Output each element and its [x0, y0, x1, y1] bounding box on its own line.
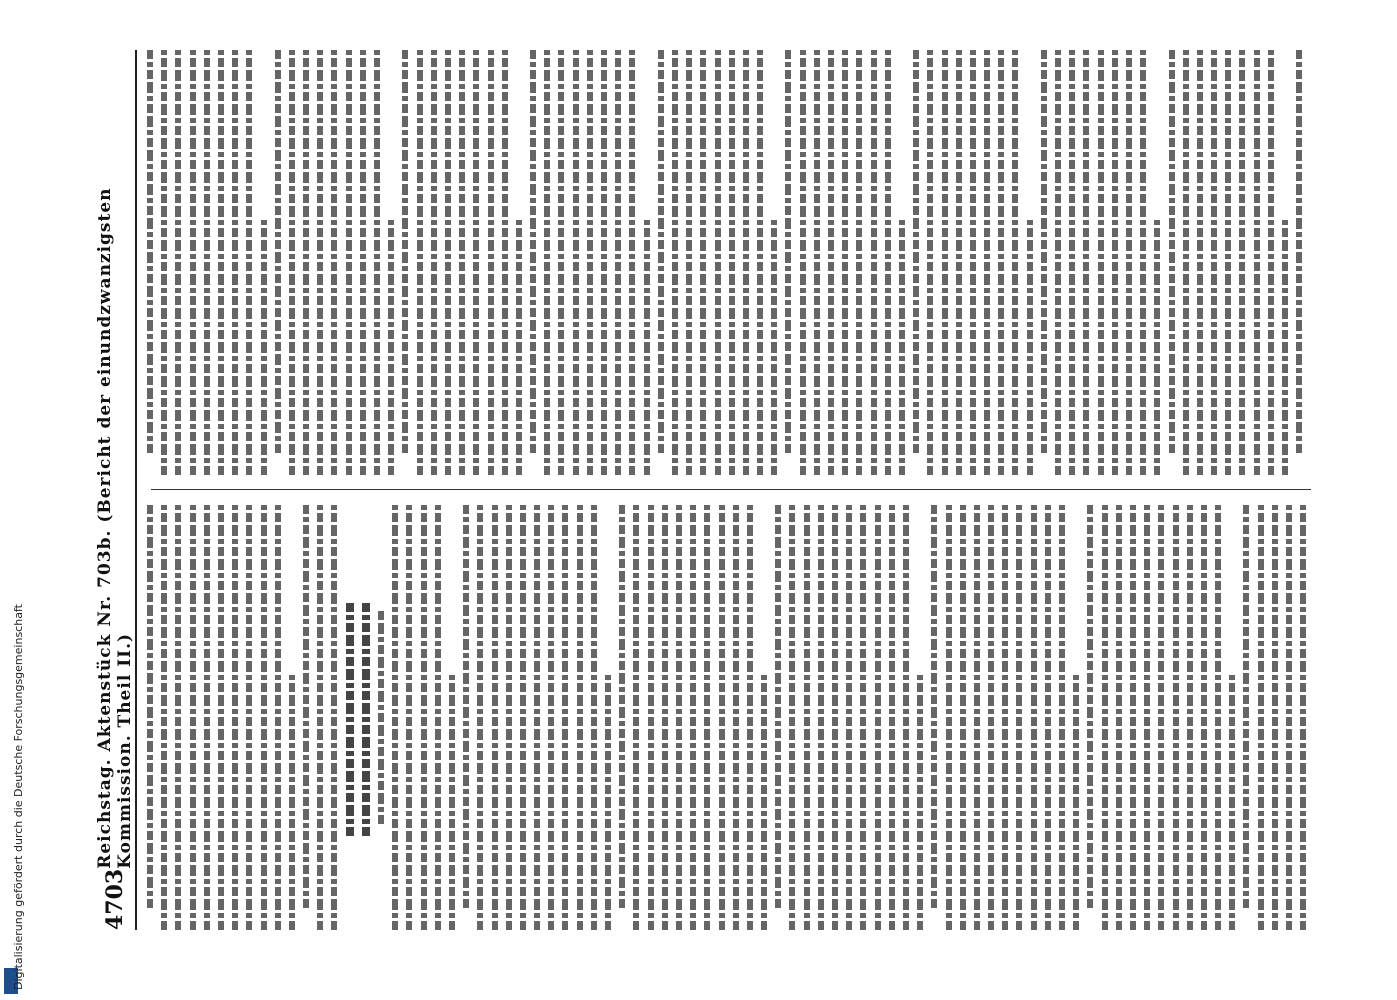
- text-line: [1173, 505, 1179, 930]
- text-line: [392, 505, 398, 930]
- text-line: [362, 603, 370, 837]
- text-line: [988, 505, 994, 930]
- text-line: [690, 505, 696, 930]
- text-line: [161, 50, 167, 475]
- text-line: [974, 505, 980, 930]
- text-line: [488, 50, 494, 475]
- text-line: [960, 505, 966, 930]
- text-line: [261, 220, 267, 475]
- text-line: [885, 50, 891, 475]
- text-line: [548, 505, 554, 930]
- text-line: [1169, 50, 1175, 453]
- text-line: [846, 505, 852, 930]
- text-line: [378, 611, 384, 824]
- text-line: [1041, 50, 1047, 453]
- text-line: [842, 50, 848, 475]
- text-line: [1215, 505, 1221, 930]
- text-line: [463, 505, 469, 908]
- text-line: [917, 675, 923, 930]
- text-line: [492, 505, 498, 930]
- page-title: Reichstag. Aktenstück Nr. 703b. (Bericht der einundzwanzigsten Kommission. Theil II.): [95, 187, 135, 869]
- text-line: [190, 50, 196, 475]
- page-number: 4703: [102, 868, 128, 930]
- text-line: [601, 50, 607, 475]
- column-divider: [151, 490, 1311, 491]
- text-line: [970, 50, 976, 475]
- text-line: [700, 50, 706, 475]
- text-line: [1069, 50, 1075, 475]
- text-line: [676, 505, 682, 930]
- text-line: [1300, 505, 1306, 930]
- text-line: [1059, 505, 1065, 930]
- text-line: [346, 603, 354, 837]
- text-line: [417, 50, 423, 475]
- text-line: [946, 505, 952, 930]
- text-line: [562, 505, 568, 930]
- text-line: [289, 675, 295, 930]
- text-line: [1002, 505, 1008, 930]
- text-line: [733, 505, 739, 930]
- text-line: [1130, 505, 1136, 930]
- text-line: [175, 50, 181, 475]
- right-column: [147, 50, 1317, 475]
- credit-text: Digitalisierung gefördert durch die Deutsche Forschungsgemeinschaft: [12, 604, 25, 990]
- text-line: [1144, 505, 1150, 930]
- text-line: [818, 505, 824, 930]
- text-line: [899, 220, 905, 475]
- page-header: [95, 50, 137, 930]
- text-line: [743, 50, 749, 475]
- text-line: [331, 50, 337, 475]
- text-line: [1012, 50, 1018, 475]
- text-line: [1102, 505, 1108, 930]
- text-line: [704, 505, 710, 930]
- text-line: [232, 50, 238, 475]
- text-line: [984, 50, 990, 475]
- left-column: [147, 505, 1317, 930]
- text-line: [1140, 50, 1146, 475]
- text-line: [516, 220, 522, 475]
- text-line: [1116, 505, 1122, 930]
- text-line: [261, 505, 267, 930]
- text-line: [644, 220, 650, 475]
- text-line: [633, 505, 639, 930]
- text-line: [903, 505, 909, 930]
- text-line: [629, 50, 635, 475]
- text-line: [459, 50, 465, 475]
- text-line: [761, 675, 767, 930]
- text-line: [445, 50, 451, 475]
- text-line: [875, 505, 881, 930]
- text-line: [715, 50, 721, 475]
- text-line: [1197, 50, 1203, 475]
- text-line: [246, 505, 252, 930]
- text-line: [530, 50, 536, 453]
- text-line: [686, 50, 692, 475]
- text-line: [161, 505, 167, 930]
- text-line: [317, 505, 323, 930]
- text-line: [449, 675, 455, 930]
- text-line: [757, 50, 763, 475]
- text-line: [147, 505, 153, 908]
- text-line: [520, 505, 526, 930]
- text-line: [1154, 220, 1160, 475]
- text-line: [1083, 50, 1089, 475]
- text-line: [1211, 50, 1217, 475]
- text-line: [871, 50, 877, 475]
- text-line: [1272, 505, 1278, 930]
- text-line: [1183, 50, 1189, 475]
- text-line: [856, 50, 862, 475]
- text-line: [615, 50, 621, 475]
- text-line: [1243, 505, 1249, 908]
- text-line: [502, 50, 508, 475]
- text-line: [800, 50, 806, 475]
- text-line: [1112, 50, 1118, 475]
- text-line: [619, 505, 625, 908]
- text-line: [648, 505, 654, 930]
- text-line: [775, 505, 781, 908]
- text-line: [1201, 505, 1207, 930]
- text-line: [1073, 675, 1079, 930]
- text-line: [587, 50, 593, 475]
- text-line: [406, 505, 412, 930]
- text-line: [942, 50, 948, 475]
- text-line: [346, 50, 352, 475]
- text-line: [771, 220, 777, 475]
- text-line: [558, 50, 564, 475]
- text-line: [331, 505, 337, 930]
- text-line: [431, 50, 437, 475]
- text-line: [218, 50, 224, 475]
- text-line: [473, 50, 479, 475]
- text-line: [1045, 505, 1051, 930]
- text-line: [889, 505, 895, 930]
- text-line: [289, 50, 295, 475]
- text-line: [605, 675, 611, 930]
- text-line: [1016, 505, 1022, 930]
- text-line: [658, 50, 664, 453]
- text-line: [317, 50, 323, 475]
- digitization-credit: [0, 0, 24, 1000]
- text-line: [789, 505, 795, 930]
- text-line: [1098, 50, 1104, 475]
- page-frame: [95, 50, 1320, 930]
- text-line: [1254, 50, 1260, 475]
- text-line: [814, 50, 820, 475]
- text-line: [477, 505, 483, 930]
- text-line: [190, 505, 196, 930]
- text-columns: [147, 50, 1317, 930]
- text-line: [747, 505, 753, 930]
- text-line: [374, 50, 380, 475]
- text-line: [828, 50, 834, 475]
- text-line: [360, 50, 366, 475]
- text-line: [1225, 50, 1231, 475]
- text-line: [544, 50, 550, 475]
- text-line: [303, 505, 309, 908]
- text-line: [1258, 505, 1264, 930]
- text-line: [1031, 505, 1037, 930]
- text-line: [435, 505, 441, 930]
- text-line: [388, 220, 394, 475]
- text-line: [1087, 505, 1093, 908]
- text-line: [1027, 220, 1033, 475]
- text-line: [534, 505, 540, 930]
- text-line: [147, 50, 153, 453]
- text-line: [204, 505, 210, 930]
- text-line: [804, 505, 810, 930]
- text-line: [1229, 675, 1235, 930]
- text-line: [275, 50, 281, 453]
- text-line: [1296, 50, 1302, 453]
- text-line: [591, 505, 597, 930]
- text-line: [1055, 50, 1061, 475]
- text-line: [577, 505, 583, 930]
- text-line: [246, 50, 252, 475]
- text-line: [1126, 50, 1132, 475]
- text-line: [832, 505, 838, 930]
- text-line: [232, 505, 238, 930]
- text-line: [402, 50, 408, 453]
- text-line: [860, 505, 866, 930]
- text-line: [1268, 50, 1274, 475]
- text-line: [662, 505, 668, 930]
- text-line: [729, 50, 735, 475]
- text-line: [1286, 505, 1292, 930]
- text-line: [1187, 505, 1193, 930]
- text-line: [1282, 220, 1288, 475]
- text-line: [913, 50, 919, 453]
- text-line: [998, 50, 1004, 475]
- text-line: [421, 505, 427, 930]
- rotated-document-page: [95, 50, 1320, 930]
- text-line: [218, 505, 224, 930]
- text-line: [275, 505, 281, 930]
- text-line: [719, 505, 725, 930]
- text-line: [506, 505, 512, 930]
- text-line: [303, 50, 309, 475]
- text-line: [204, 50, 210, 475]
- text-line: [931, 505, 937, 908]
- text-line: [1239, 50, 1245, 475]
- text-line: [956, 50, 962, 475]
- text-line: [672, 50, 678, 475]
- text-line: [927, 50, 933, 475]
- text-line: [573, 50, 579, 475]
- text-line: [175, 505, 181, 930]
- text-line: [1158, 505, 1164, 930]
- text-line: [785, 50, 791, 453]
